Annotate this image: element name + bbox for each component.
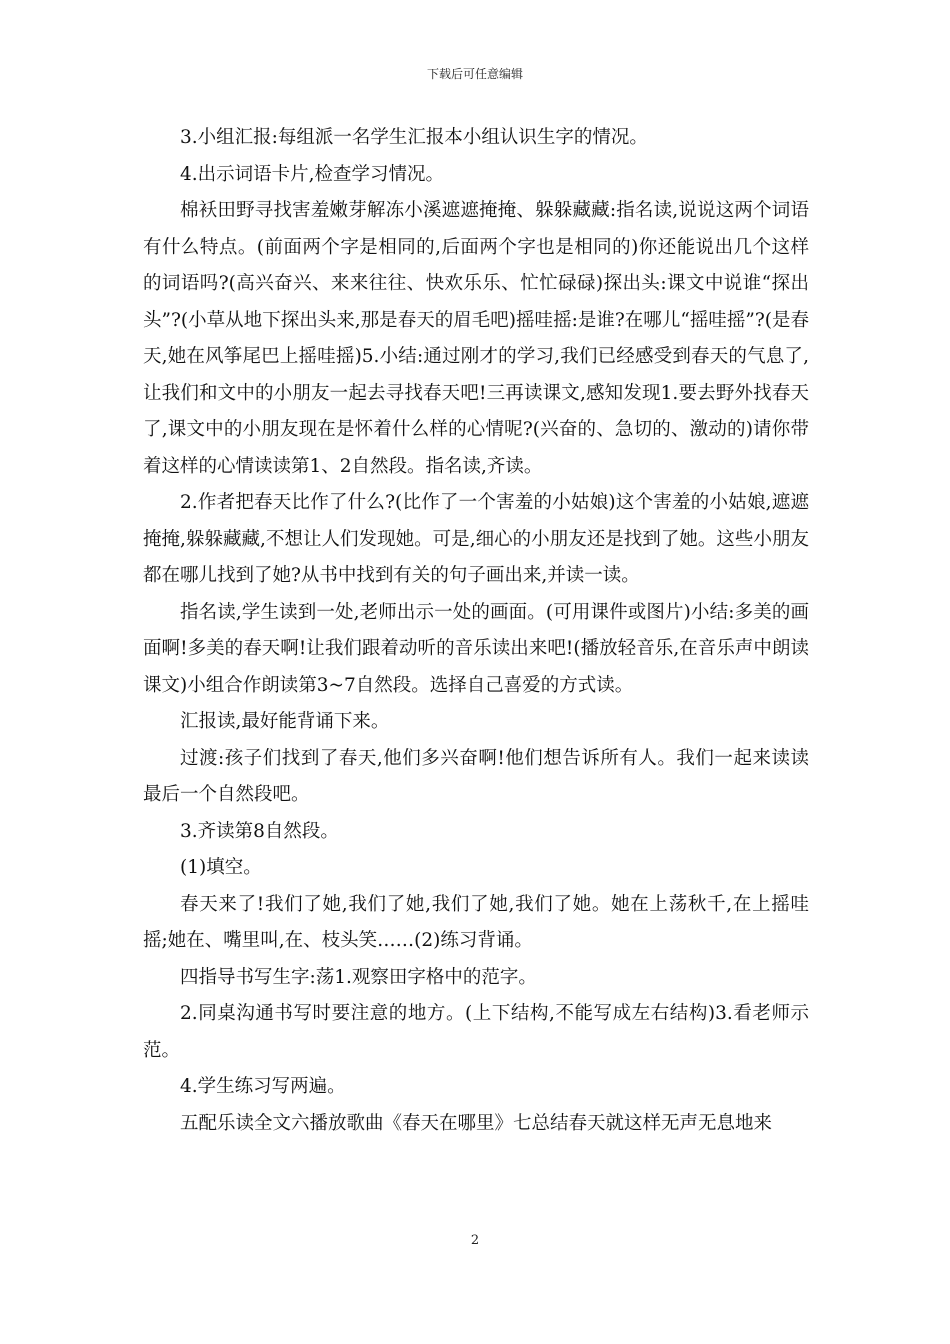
paragraph-1: 3.小组汇报:每组派一名学生汇报本小组认识生字的情况。 bbox=[180, 127, 648, 148]
paragraph-3: 棉袄田野寻找害羞嫩芽解冻小溪遮遮掩掩、躲躲藏藏:指名读,说说这两个词语有什么特点。(前面两个字是相同的,后面两个字也是相同的)你还能说出几个这样的词语吗?(高兴奋兴、来来往往、快欢乐乐、忙忙碌碌)探出头:课文中说谁“探出头”?(小草从地下探出头来,那是春天的眉毛吧)摇哇摇:是谁?在哪儿“摇哇摇”?(是春天,她在风筝尾巴上摇哇摇)5.小结:通过刚才的学习,我们已经感受到春天的气息了,让我们和文中的小朋友一起去寻找春天吧!三再读课文,感知发现1.要去野外找春天了,课文中的小朋友现在是怀着什么样的心情呢?(兴奋的、急切的、激动的)请你带着这样的心情读读第1、2自然段。指名读,齐读。 bbox=[143, 200, 809, 477]
paragraph-2: 4.出示词语卡片,检查学习情况。 bbox=[180, 163, 445, 185]
paragraph-6: 汇报读,最好能背诵下来。 bbox=[180, 711, 390, 732]
paragraph-13: 4.学生练习写两遍。 bbox=[180, 1076, 346, 1097]
paragraph-11: 四指导书写生字:荡1.观察田字格中的范字。 bbox=[180, 966, 537, 988]
page-number: 2 bbox=[470, 1233, 480, 1248]
paragraph-8: 3.齐读第8自然段。 bbox=[180, 820, 339, 842]
page-header: 下载后可任意编辑 bbox=[426, 67, 523, 81]
paragraph-9: (1)填空。 bbox=[180, 857, 262, 878]
paragraph-5: 指名读,学生读到一处,老师出示一处的画面。(可用课件或图片)小结:多美的画面啊!多美的春天啊!让我们跟着动听的音乐读出来吧!(播放轻音乐,在音乐声中朗读课文)小组合作朗读第3~7自然段。选择自己喜爱的方式读。 bbox=[143, 601, 809, 696]
paragraph-14: 五配乐读全文六播放歌曲《春天在哪里》七总结春天就这样无声无息地来 bbox=[180, 1112, 773, 1134]
paragraph-10: 春天来了!我们了她,我们了她,我们了她,我们了她。她在上荡秋千,在上摇哇摇;她在、嘴里叫,在、枝头笑……(2)练习背诵。 bbox=[143, 893, 809, 951]
paragraph-4: 2.作者把春天比作了什么?(比作了一个害羞的小姑娘)这个害羞的小姑娘,遮遮掩掩,躲躲藏藏,不想让人们发现她。可是,细心的小朋友还是找到了她。这些小朋友都在哪儿找到了她?从书中找到有关的句子画出来,并读一读。 bbox=[143, 492, 809, 586]
paragraph-12: 2.同桌沟通书写时要注意的地方。(上下结构,不能写成左右结构)3.看老师示范。 bbox=[143, 1003, 809, 1061]
paragraph-7: 过渡:孩子们找到了春天,他们多兴奋啊!他们想告诉所有人。我们一起来读读最后一个自然段吧。 bbox=[143, 747, 809, 805]
document-body bbox=[143, 120, 809, 1142]
